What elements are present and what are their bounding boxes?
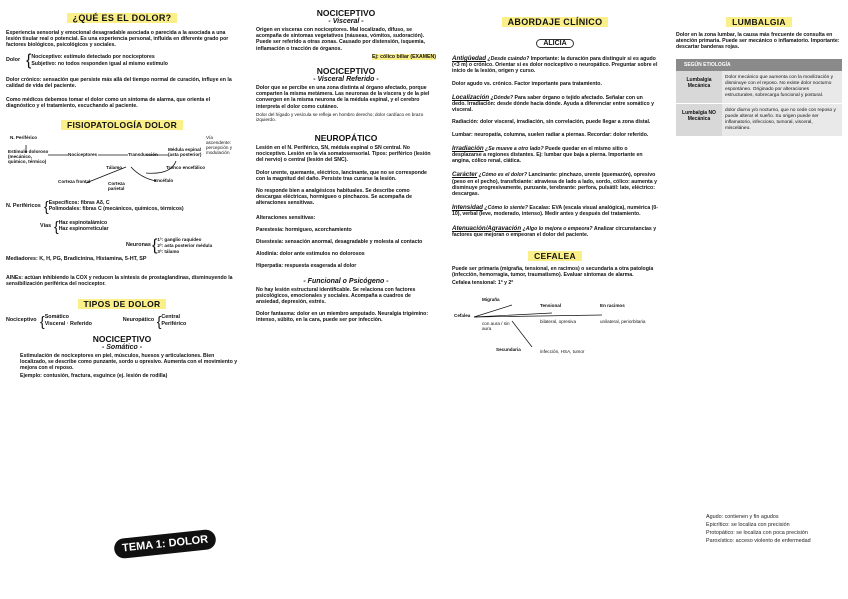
column-nociceptivo	[256, 0, 436, 326]
tema-badge: TEMA 1: DOLOR	[113, 529, 217, 560]
dolor-label: Dolor	[6, 57, 21, 64]
neuropatico-text: Lesión en el N. Periférico, SN, médula espinal o SN central. No nociceptivo. Lesión en la vía somatosensorial. Tipos: periférico (lesión del nervio) o central (lesión del SNC).	[256, 145, 431, 164]
dolor-fantasma-text: Dolor fantasma: dolor en un miembro amputado. Neuralgia trigémino: intenso, súbito, en la cara, puede ser por infección.	[256, 311, 429, 324]
aines-text: AINEs: actúan inhibiendo la COX y reducen la síntesis de prostaglandinas, disminuyendo la sensibilización periférica del nociceptor.	[6, 275, 233, 288]
neuronas-item: 1ª: ganglio raquídeo	[157, 237, 202, 243]
nociceptivo-somatico-title: NOCICEPTIVO	[92, 333, 152, 344]
vias-item: Haz espinotalámico	[58, 220, 108, 227]
brace-icon: {	[40, 312, 45, 329]
neuronas-item: 3ª: tálamo	[157, 248, 180, 254]
dolor-classification	[6, 53, 238, 69]
intro-text: Experiencia sensorial y emocional desagradable asociada o parecida a la asociada a una lesión tisular real o potencial. Es una experiencia personal, influida en diferente grado por factores biológicos, psicológicos y sociales.	[6, 30, 229, 49]
legend-item: Epicrítico: se localiza con precisión	[706, 522, 790, 528]
localizacion-text: Para saber órgano o tejido afectado. Señalar con un dedo. Irradiación: desde dónde hacia dónde. Ayuda a diferenciar entre somático y visceral.	[452, 94, 654, 114]
localizacion-label: Localización	[452, 93, 490, 101]
diagram-talamo: Tálamo	[106, 165, 123, 171]
column-abordaje-clinico	[452, 0, 658, 361]
brace-icon: {	[26, 51, 32, 69]
table-row-desc: dolor diurno y/o nocturno, que no cede con reposo y puede alterar el sueño. Su origen puede ser inflamatorio, infeccioso, tumoral, visceral, misceláneo.	[722, 104, 842, 136]
localizacion-extra: Radiación: dolor visceral, irradiación, sin correlación, puede llegar a zona distal.	[452, 119, 651, 126]
dolor-cronico-text: Dolor crónico: sensación que persiste más allá del tiempo normal de curación, influye en la calidad de vida del paciente.	[6, 76, 232, 89]
cefalea-types: Cefalea tensional: 1ª y 2ª	[452, 280, 514, 287]
section-title-lumbalgia: LUMBALGIA	[726, 17, 792, 27]
cefalea-diagram-secundaria: Secundaria	[496, 346, 521, 352]
tipos-dolor-group	[6, 314, 238, 328]
diagram-encefalo: Encéfalo	[154, 178, 174, 184]
visceral-highlight: Ej: cólico biliar (EXAMEN)	[372, 53, 436, 60]
funcional-text: No hay lesión estructural identificable. Se relaciona con factores psicológicos, emocionales y sociales. Acompaña a cuadros de ansiedad, depresión, estrés.	[256, 286, 416, 306]
alteracion-item: Hiperpatia: respuesta exagerada al dolor	[256, 263, 357, 270]
cefalea-diagram-center: Cefalea	[454, 312, 471, 318]
localizacion-question: ¿Dónde?	[490, 94, 514, 101]
localizacion-extra-2: Lumbar: neuropatía, columna, suelen radiar a piernas. Recordar: dolor referido.	[452, 131, 649, 138]
cefalea-text: Puede ser primaria (migraña, tensional, en racimos) o secundaria a otra patología (infección, hemorragia, tumor, traumatismo). Evaluar síntomas de alarma.	[452, 266, 654, 279]
intensidad-question: ¿Cómo lo siente?	[484, 205, 528, 212]
vias-group	[40, 219, 238, 233]
nociceptivo-item: Somático	[44, 313, 69, 320]
neuropatico-item: Central	[161, 313, 180, 320]
neuropatico-desc: Dolor urente, quemante, eléctrico, lancinante, que no se corresponde con la magnitud del daño. Persiste tras curarse la lesión.	[256, 169, 427, 182]
neuropatico-item: Periférico	[161, 320, 187, 327]
lumbalgia-intro: Dolor en la zona lumbar, la causa más frecuente de consulta en atención primaria. Puede ser mecánico o inflamatorio. Importante: descartar banderas rojas.	[676, 32, 840, 51]
brace-icon: {	[156, 312, 162, 329]
alicia-pill: ALICIA	[536, 39, 573, 48]
referido-text: Dolor que se percibe en una zona distinta al órgano afectado, porque comparten la misma metámera. Las neuronas de la víscera y de la piel convergen en la misma neurona de la médula espinal, y el cerebro interpreta el dolor como cutáneo.	[256, 85, 430, 110]
section-title-que-es-dolor: ¿QUÉ ES EL DOLOR?	[67, 13, 178, 23]
neuropatico-label: Neuropático	[122, 317, 155, 324]
column-lumbalgia	[676, 0, 842, 136]
n-perifericos-label: N. Periféricos	[6, 202, 41, 209]
table-row-label: Lumbalgia Mecánica	[676, 71, 722, 103]
irradiacion-text: Puede quedar en el mismo sitio o desplazarse a regiones distantes. Ej: lumbar que baja a pierna. Importante en angina, cólico renal, ciática.	[452, 145, 643, 165]
caracter-block	[452, 172, 658, 197]
cefalea-diagram-a: con aura / sin aura	[482, 320, 510, 331]
atenuacion-question: ¿Algo lo mejora o empeora?	[522, 225, 593, 232]
intensidad-block	[452, 205, 658, 217]
dolor-item: Subjetivo: no todos responden igual al mismo estímulo	[31, 60, 168, 67]
referido-note: Dolor del hígado y vesícula se refleja en hombro derecho; dolor cardíaco en brazo izquierdo.	[256, 111, 424, 123]
diagram-corteza-frontal: Corteza frontal	[58, 179, 91, 185]
section-title-cefalea: CEFALEA	[528, 251, 582, 261]
cefalea-diagram-racimos: En racimos	[600, 302, 625, 308]
alteracion-item: Alodinia: dolor ante estímulos no dolorosos	[256, 251, 365, 258]
dolor-item: Nociceptivo: estímulo detectado por nociceptores	[31, 54, 155, 61]
referido-title: NOCICEPTIVO	[316, 66, 376, 77]
n-perifericos-group	[6, 199, 238, 213]
diagram-nociceptores: Nociceptores	[68, 152, 98, 158]
table-row	[676, 71, 842, 104]
atenuacion-block	[452, 226, 658, 238]
como-medico-text: Como médicos debemos tomar el dolor como un síntoma de alarma, que orienta el diagnóstico y el tratamiento, escuchando al paciente.	[6, 97, 211, 110]
diagram-side-note: Vía ascendente: percepción y modulación	[206, 135, 233, 156]
irradiacion-question: ¿Se mueve a otro lado?	[485, 145, 544, 152]
legend-item: Agudo: contienen y fin agudos	[706, 514, 779, 520]
antiguedad-question: ¿Desde cuándo?	[487, 56, 530, 62]
intensidad-text: Escalas: EVA (escala visual analógica), numérica (0-10), verbal (leve, moderado, intenso). Medir antes y después del tratamiento.	[452, 205, 658, 218]
visceral-text: Origen en vísceras con nociceptores. Mal localizado, difuso, se acompaña de síntomas vegetativos (náuseas, vómitos, sudoración). Puede ser referido a otras zonas. Causado por distensión, isquemia, inflamación o tracción de órganos.	[256, 27, 425, 52]
table-row-label: Lumbalgia NO Mecánica	[676, 104, 722, 136]
diagram-medula: Médula espinal (asta posterior)	[168, 147, 202, 158]
nociceptivo-item: Visceral · Referido	[44, 320, 92, 327]
antiguedad-block	[452, 56, 658, 75]
intensidad-label: Intensidad	[452, 204, 483, 212]
n-perifericos-item: Específicos: fibras Aδ, C	[48, 200, 110, 207]
alteracion-item: Parestesia: hormigueo, acorchamiento	[256, 226, 352, 233]
localizacion-block	[452, 95, 658, 114]
diagram-corteza-parietal: Corteza parietal	[108, 181, 125, 192]
antiguedad-extra: Dolor agudo vs. crónico. Factor importante para tratamiento.	[452, 80, 602, 87]
table-row	[676, 104, 842, 136]
section-title-abordaje: ABORDAJE CLÍNICO	[502, 17, 609, 27]
atenuacion-text: Analizar circunstancias y factores que mejoran o empeoran el dolor del paciente.	[452, 225, 657, 238]
nociceptivo-somatico-example: Ejemplo: contusión, fractura, esguince (ej. lesión de rodilla)	[20, 373, 168, 380]
cefalea-diagram	[452, 291, 658, 361]
caracter-text: Lancinante: pinchazo, urente (quemazón), opresivo (peso en el pecho), transfixiante: atraviesa de lado a lado, sordo, cólico: aumenta y disminuye progresivamente, punzante, terebrante: perfora, pulsátil: late, eléctrico: descargas.	[452, 172, 657, 198]
brace-icon: {	[44, 198, 49, 215]
fisiopatologia-diagram	[6, 133, 238, 195]
mediadores-text: Mediadores: K, H, PG, Bradicinina, Histamina, 5-HT, SP	[6, 256, 147, 263]
vias-item: Haz espinorreticular	[58, 226, 109, 233]
visceral-title: NOCICEPTIVO	[316, 8, 376, 18]
diagram-n-periferico: N. Periférico	[10, 135, 38, 141]
cefalea-diagram-migrana: Migraña	[482, 296, 500, 302]
nociceptivo-somatico-text: Estimulación de nociceptores en piel, músculos, huesos y articulaciones. Bien localizado, se describe como punzante, sordo u opresivo. Aumenta con el movimiento y mejora con el reposo.	[20, 352, 238, 372]
brace-icon: {	[54, 218, 59, 235]
cefalea-diagram-tensional: Tensional	[540, 302, 562, 308]
nociceptivo-label: Nociceptivo	[6, 317, 37, 324]
neuronas-label: Neuronas	[126, 242, 151, 249]
terms-legend	[706, 513, 811, 545]
antiguedad-text: Importante: la duración para distinguir si es agudo (<3 m) o crónico. Orientar si es dolor nociceptivo o neuropático. Preguntar sobre el inicio de la lesión, origen y curso.	[452, 56, 658, 75]
atenuacion-label: Atenuación/Agravación	[452, 224, 522, 232]
visceral-subtitle: - Visceral -	[328, 18, 364, 25]
irradiacion-block	[452, 146, 658, 165]
caracter-question: ¿Cómo es el dolor?	[478, 172, 527, 179]
alteracion-item: Disestesia: sensación anormal, desagradable y molesta al contacto	[256, 239, 423, 246]
n-perifericos-item: Polimodales: fibras C (mecánicos, químicos, térmicos)	[48, 206, 184, 213]
legend-item: Paroxístico: acceso violento de enfermedad	[706, 538, 811, 544]
caracter-label: Carácter	[452, 171, 478, 179]
section-title-fisiopatologia: FISIOPATOLOGÍA DOLOR	[61, 120, 183, 130]
funcional-title: - Funcional o Psicógeno -	[303, 277, 389, 285]
table-row-desc: Dolor mecánico que aumenta con la movilización y disminuye con el reposo. No existe dolor nocturno espontáneo. Originado por alteraciones estructurales, sobrecarga funcional y postural.	[722, 71, 842, 103]
alteraciones-title: Alteraciones sensitivas:	[256, 214, 316, 221]
neuronas-item: 2ª: asta posterior médula	[157, 243, 213, 249]
diagram-transduccion: Transducción	[128, 152, 158, 158]
etiologia-table	[676, 59, 842, 136]
diagram-tronco: Tronco encefálico	[166, 165, 206, 171]
cefalea-diagram-c: unilateral, periorbitaria	[600, 318, 646, 324]
referido-subtitle: - Visceral Referido -	[313, 76, 379, 84]
cefalea-diagram-b: bilateral, opresiva	[540, 318, 577, 324]
neuropatico-desc-2: No responde bien a analgésicos habituales. Se describe como descargas eléctricas, hormigueo o pinchazos. Se acompaña de alteraciones sensitivas.	[256, 188, 412, 207]
column-que-es-dolor	[6, 0, 238, 381]
diagram-estimulo: Estímulo doloroso (mecánico, químico, térmico)	[8, 149, 49, 165]
neuronas-group	[126, 237, 238, 254]
nociceptivo-somatico-subtitle: - Somático -	[101, 343, 143, 351]
neuropatico-title: NEUROPÁTICO	[314, 133, 378, 144]
vias-label: Vías	[40, 222, 52, 229]
irradiacion-label: Irradiación	[452, 144, 484, 152]
etiologia-table-header: SEGÚN ETIOLOGÍA	[676, 59, 842, 71]
cefalea-diagram-d: infección, HSA, tumor	[540, 348, 585, 354]
legend-item: Protopático: se localiza con poca precisión	[706, 530, 808, 536]
section-title-tipos-dolor: TIPOS DE DOLOR	[78, 299, 167, 309]
brace-icon: {	[152, 236, 158, 254]
antiguedad-label: Antigüedad	[452, 55, 487, 62]
